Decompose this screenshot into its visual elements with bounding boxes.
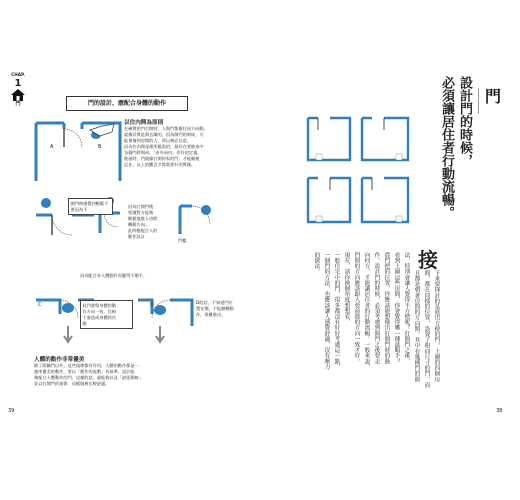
- note-d-line: 作，很難進出。: [196, 312, 226, 317]
- floor-plan-3: [308, 178, 350, 222]
- section2-title: 人體的動作非常優美: [34, 357, 85, 363]
- right-page: [260, 0, 520, 500]
- note-d: [196, 300, 250, 318]
- section1: [124, 118, 214, 168]
- chapter-marker: [6, 72, 30, 108]
- note-b-line: 輕鬆地進入房間: [128, 216, 158, 221]
- note-d-line: D的話，不知道門位: [196, 300, 233, 305]
- section1-body-line: 記住，以上的觀念才都需要好的實踐。: [124, 162, 196, 167]
- body-column: 下來要探討的是進出方便的門。上圖的四個房: [433, 270, 440, 382]
- body-column: 門開的方向應該跟人要前進的方向一致才好。: [353, 252, 360, 364]
- section1-body-line: 在確實把門打開時，人與門都應往同方向動。: [124, 126, 208, 131]
- section2-body-line: 並以打開門的規律，這樣做會比較舒適。: [34, 381, 110, 386]
- section1-body-line: 因為往內開是理所應當的，最好在要進家中: [124, 144, 204, 149]
- section2-body-line: 除了開關門以外，這些規律都有作用，人體的動作都是一: [34, 363, 139, 368]
- page-number-right: 38: [496, 408, 503, 414]
- section2-body-line: 連串優美的動作，要以「動作的流動」為基準，設計能: [34, 369, 135, 374]
- body-column: 看到上圖這些房間，你會覺得哪一種最順手？: [393, 252, 400, 364]
- section1-body-line: 能會撞到房間的人，所以務必注意。: [124, 138, 192, 143]
- pointing-hand-icon: [88, 120, 116, 142]
- floor-plan-1: [308, 118, 350, 160]
- body-column: 法，特別會讓人覺得不方便呢？打開門之後，: [403, 252, 410, 364]
- floor-plan-4: [362, 178, 408, 222]
- section1-body-line: 各個門時與向，「由外向內」作好的定義，: [124, 150, 202, 155]
- note-b-line: 轉動方向...: [128, 222, 149, 227]
- note-b: [128, 204, 178, 240]
- room-label-c: C: [38, 302, 42, 308]
- body-column: 間，都在同樣的位置，設置了相同尺寸的門，而: [423, 270, 430, 388]
- note-c-line: 此門會與身體的動: [82, 302, 117, 308]
- body-column: 的做法。: [313, 252, 320, 275]
- floor-plan-2: [362, 118, 408, 160]
- headline-col-2: 必須讓居住者行動流暢。: [439, 76, 454, 219]
- note-d-line: 置在哪，不能順暢動: [196, 306, 234, 311]
- section-header-title: 門的設計，應配合身體的動作: [87, 100, 166, 107]
- body-column: 一個門的方法，也應該讓人感覺舒適，沒有壓力: [323, 252, 330, 370]
- chapter-number: 1: [14, 78, 22, 89]
- note-a-text: 開門時感覺到輕鬆不要因為不: [70, 200, 109, 212]
- section1-body-line: 就像其實是與玄關的，因為開門的時候，可: [124, 132, 204, 137]
- note-b-line: 動作設計: [128, 234, 145, 239]
- door-diagram-entry: [178, 198, 218, 238]
- chapter-name: 門: [15, 101, 21, 107]
- floor-plans-grid: [304, 112, 414, 232]
- note-b-line: 要讓對方能夠: [128, 210, 154, 215]
- body-column: 向何方，才能讓居住者的行動流暢。一般來說，: [363, 252, 370, 370]
- note-c-line: 擔: [82, 320, 87, 326]
- section2-body-line: 夠配合人體動作的門，這樣的話，就能夠以及「最佳動線」: [34, 375, 143, 380]
- chapter-tab-label: 門: [485, 87, 502, 106]
- figure-caption: 因為配合各人體動作而變得不順手。: [80, 273, 148, 278]
- headline-col-1: 設計門的時候，: [457, 76, 472, 167]
- note-b-label: 門檻: [178, 238, 187, 243]
- note-b-line: 因為打開門後: [128, 204, 154, 209]
- drop-cap: 接: [418, 248, 438, 272]
- body-column: 從門把的位置，你應該能想像出打開門時的動: [383, 252, 390, 364]
- note-c: [80, 300, 133, 329]
- body-column: 一般住宅中的門，很多都沒有好好考慮這一點，: [333, 252, 340, 370]
- page-number-left: 39: [8, 408, 15, 414]
- room-label-d: D: [150, 302, 154, 308]
- room-label-b: B: [98, 144, 102, 150]
- body-column: 現在，請你換個角度想想看，: [343, 252, 350, 325]
- body-column: 作。設計門的時候，必須考慮到開門之後要走: [373, 252, 380, 364]
- note-c-line: 作方向一致，比較: [82, 308, 117, 314]
- chapter-label: CHAP.: [11, 72, 25, 77]
- note-a: [68, 198, 113, 215]
- section-header-box: [66, 96, 188, 111]
- chapter-tab: [478, 88, 509, 114]
- section2: [34, 355, 209, 387]
- section1-title: 以住內開為原則: [124, 120, 164, 126]
- house-icon: [11, 89, 25, 101]
- room-label-a: A: [50, 144, 54, 150]
- note-c-line: 不會造成身體的負: [82, 314, 117, 320]
- note-b-line: 此時應配合人的: [128, 228, 158, 233]
- body-column: 且都是朝著房間的方向開。其中有幾種門的開: [413, 270, 420, 382]
- section1-body-line: 進屋時，門就像打開你家的門，才能順便: [124, 156, 200, 161]
